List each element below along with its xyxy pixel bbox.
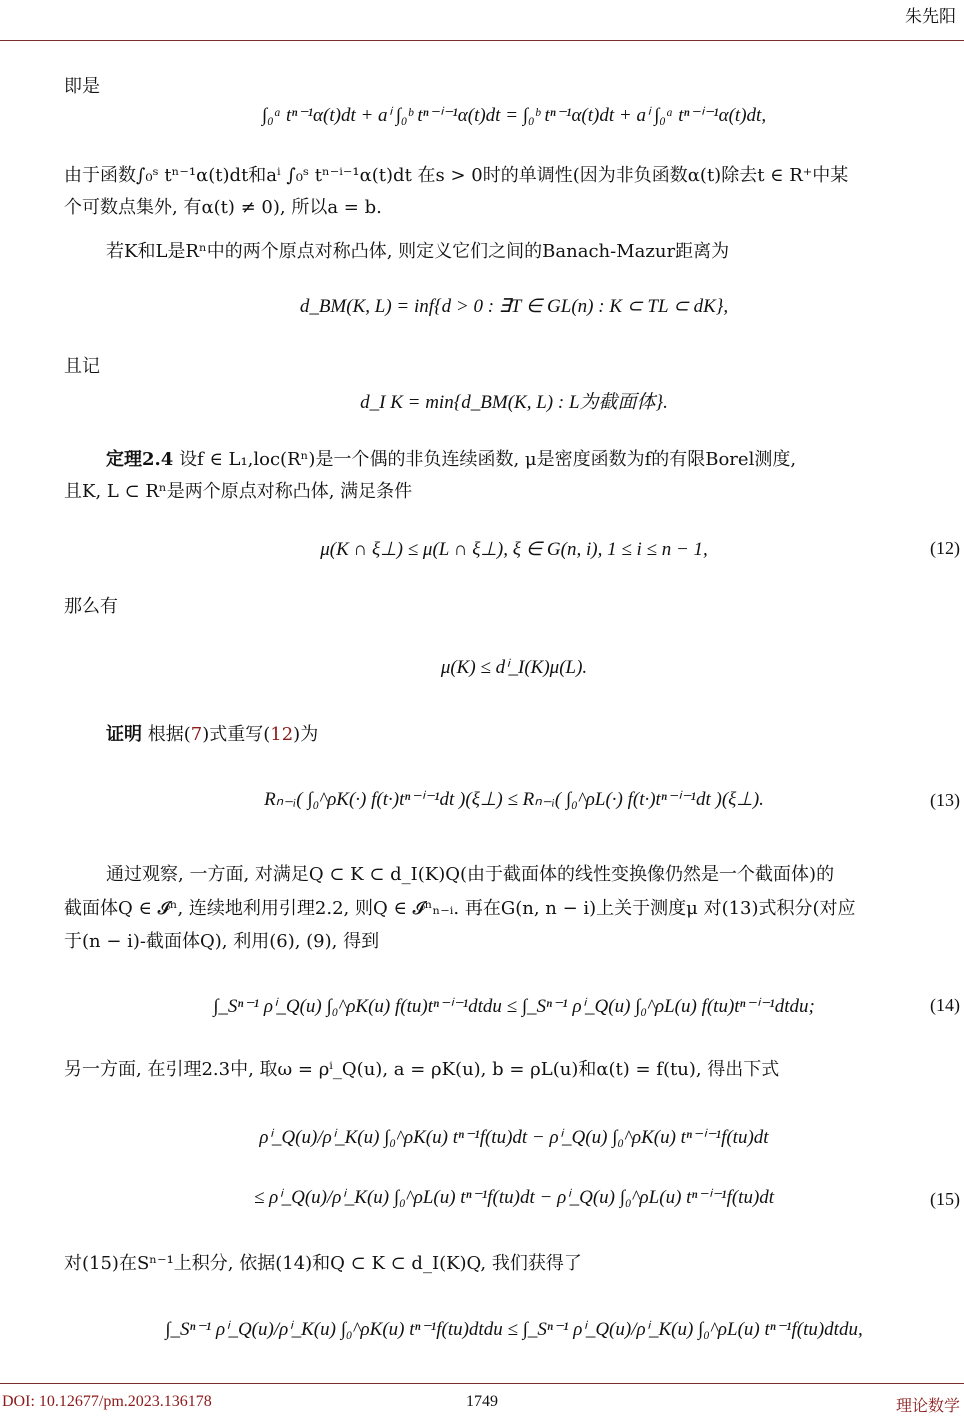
equation-15-line2: ≤ ρⁱ_Q(u)/ρⁱ_K(u) ∫₀^ρL(u) tⁿ⁻¹f(tu)dt − ρⁱ_Q(u) ∫₀^ρL(u) tⁿ⁻ⁱ⁻¹f(tu)dt xyxy=(253,1187,775,1208)
equation-ref-12[interactable]: 12 xyxy=(270,724,294,745)
equation-number-13: (13) xyxy=(930,790,960,810)
equation-final: ∫_Sⁿ⁻¹ ρⁱ_Q(u)/ρⁱ_K(u) ∫₀^ρK(u) tⁿ⁻¹f(tu)dtdu ≤ ∫_Sⁿ⁻¹ ρⁱ_Q(u)/ρⁱ_K(u) ∫₀^ρL(u) tⁿ⁻¹f(tu)dtdu, xyxy=(165,1319,863,1340)
footer-journal-name[interactable]: 理论数学 xyxy=(895,1396,960,1415)
footer-doi-link[interactable]: DOI: 10.12677/pm.2023.136178 xyxy=(2,1393,212,1410)
paragraph-integrate: 对(15)在Sⁿ⁻¹上积分, 依据(14)和Q ⊂ K ⊂ d_I(K)Q, 我们获得了 xyxy=(64,1253,582,1274)
theorem-statement-line2: 且K, L ⊂ Rⁿ是两个原点对称凸体, 满足条件 xyxy=(64,481,413,502)
paragraph-monotonicity-line1: 由于函数∫₀ˢ tⁿ⁻¹α(t)dt和aⁱ ∫₀ˢ tⁿ⁻ⁱ⁻¹α(t)dt 在s > 0时的单调性(因为非负函数α(t)除去t ∈ R⁺中某 xyxy=(64,165,849,186)
equation-di-definition: d_I K = min{d_BM(K, L) : L为截面体}. xyxy=(360,392,668,413)
header-rule xyxy=(0,40,964,41)
equation-14: ∫_Sⁿ⁻¹ ρⁱ_Q(u) ∫₀^ρK(u) f(tu)tⁿ⁻ⁱ⁻¹dtdu ≤ ∫_Sⁿ⁻¹ ρⁱ_Q(u) ∫₀^ρL(u) f(tu)tⁿ⁻ⁱ⁻¹dtdu; xyxy=(213,996,815,1017)
paragraph-observation-line3: 于(n − i)-截面体Q), 利用(6), (9), 得到 xyxy=(64,931,380,952)
proof-label: 证明 xyxy=(106,724,142,745)
proof-text-pre: 根据( xyxy=(147,724,191,745)
paragraph-observation-line1: 通过观察, 一方面, 对满足Q ⊂ K ⊂ d_I(K)Q(由于截面体的线性变换像仍然是一个截面体)的 xyxy=(106,864,835,885)
footer-rule xyxy=(0,1383,964,1384)
equation-number-14: (14) xyxy=(930,995,960,1015)
equation-result: μ(K) ≤ dⁱ_I(K)μ(L). xyxy=(440,657,588,678)
theorem-line1 xyxy=(106,445,964,475)
paragraph-note: 且记 xyxy=(64,356,100,377)
paragraph-observation-line2: 截面体Q ∈ 𝓘ⁿ, 连续地利用引理2.2, 则Q ∈ 𝓘ⁿₙ₋ᵢ. 再在G(n, n − i)上关于测度μ 对(13)式积分(对应 xyxy=(64,898,856,919)
theorem-statement-line1: 设f ∈ L₁,loc(Rⁿ)是一个偶的非负连续函数, μ是密度函数为f的有限Borel测度, xyxy=(179,449,797,470)
equation-ref-7[interactable]: 7 xyxy=(190,724,203,745)
proof-line xyxy=(106,720,964,750)
proof-text-mid: )式重写( xyxy=(202,724,271,745)
theorem-label: 定理2.4 xyxy=(106,449,174,470)
equation-13: Rₙ₋ᵢ( ∫₀^ρK(·) f(t·)tⁿ⁻ⁱ⁻¹dt )(ξ⊥) ≤ Rₙ₋ᵢ( ∫₀^ρL(·) f(t·)tⁿ⁻ⁱ⁻¹dt )(ξ⊥). xyxy=(264,789,764,810)
equation-number-15: (15) xyxy=(930,1189,960,1209)
paragraph-banach-mazur: 若K和L是Rⁿ中的两个原点对称凸体, 则定义它们之间的Banach-Mazur距离为 xyxy=(106,241,730,262)
running-header-author: 朱先阳 xyxy=(905,7,956,27)
equation-15-line1: ρⁱ_Q(u)/ρⁱ_K(u) ∫₀^ρK(u) tⁿ⁻¹f(tu)dt − ρⁱ_Q(u) ∫₀^ρK(u) tⁿ⁻ⁱ⁻¹f(tu)dt xyxy=(259,1127,769,1148)
proof-text-post: )为 xyxy=(293,724,319,745)
paragraph-then: 那么有 xyxy=(64,596,118,617)
equation-12: μ(K ∩ ξ⊥) ≤ μ(L ∩ ξ⊥), ξ ∈ G(n, i), 1 ≤ i ≤ n − 1, xyxy=(320,539,708,560)
page-number: 1749 xyxy=(466,1393,498,1410)
paragraph-monotonicity-line2: 个可数点集外, 有α(t) ≠ 0), 所以a = b. xyxy=(64,197,382,218)
equation-number-12: (12) xyxy=(930,538,960,558)
paragraph-other-hand: 另一方面, 在引理2.3中, 取ω = ρⁱ_Q(u), a = ρK(u), b = ρL(u)和α(t) = f(tu), 得出下式 xyxy=(64,1059,780,1080)
paragraph-lead: 即是 xyxy=(64,76,100,97)
equation-integral-identity: ∫₀ᵃ tⁿ⁻¹α(t)dt + aⁱ ∫₀ᵇ tⁿ⁻ⁱ⁻¹α(t)dt = ∫₀ᵇ tⁿ⁻¹α(t)dt + aⁱ ∫₀ᵃ tⁿ⁻ⁱ⁻¹α(t)dt, xyxy=(261,105,767,126)
equation-dbm-definition: d_BM(K, L) = inf{d > 0 : ∃T ∈ GL(n) : K ⊂ TL ⊂ dK}, xyxy=(299,296,729,317)
